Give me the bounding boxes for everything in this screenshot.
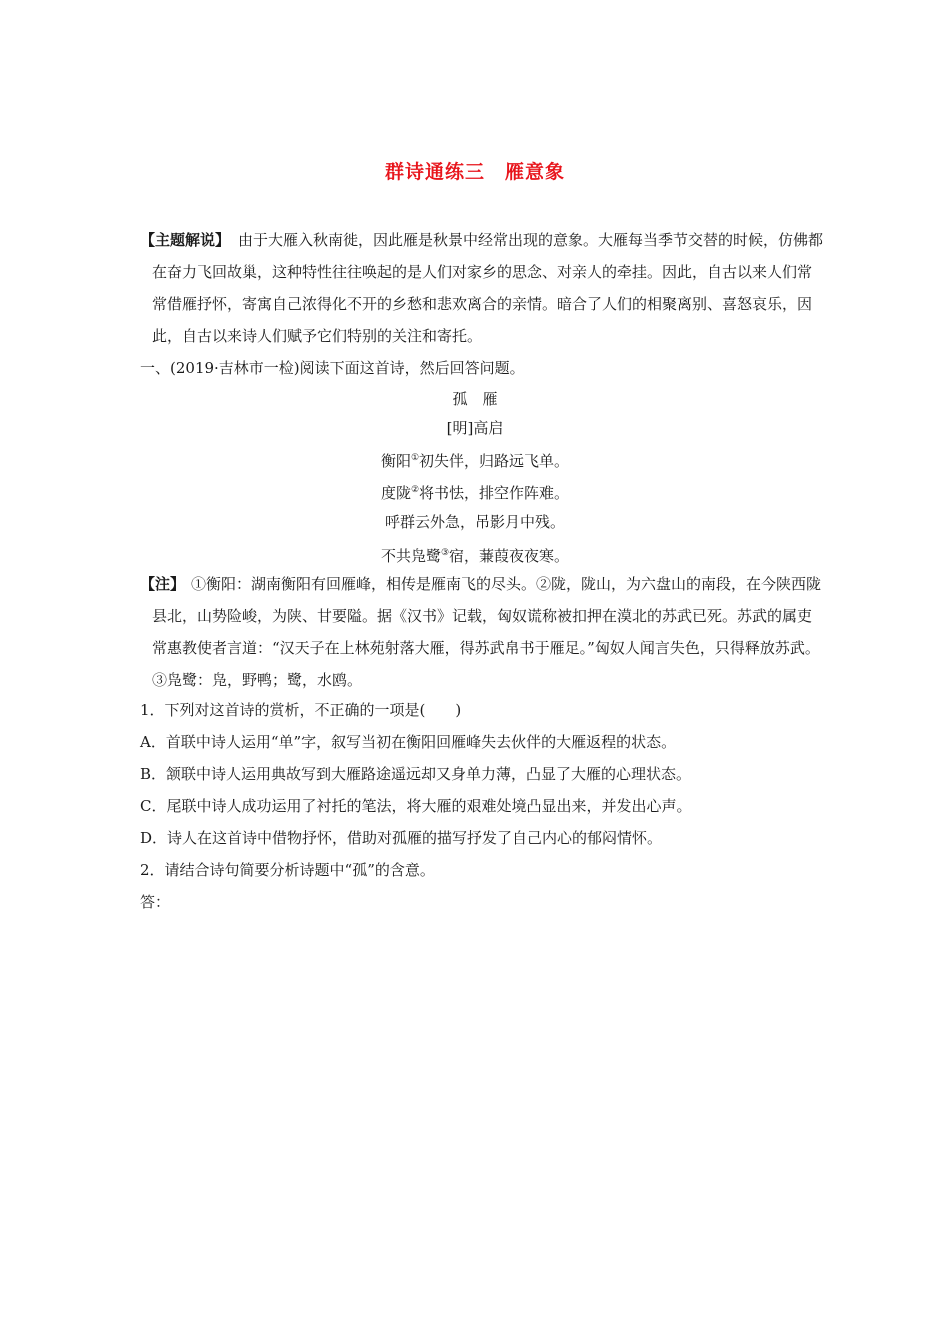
poem-author: [明]高启 (446, 419, 504, 437)
theme-explanation (140, 224, 824, 352)
poem-notes (140, 568, 824, 696)
poem-line: 呼群云外急，吊影月中残。 (384, 513, 565, 531)
question-1-stem: 1．下列对这首诗的赏析，不正确的一项是( ) (140, 701, 462, 719)
poem-title: 孤 雁 (452, 390, 498, 408)
question-intro: 一、(2019·吉林市一检)阅读下面这首诗，然后回答问题。 (140, 359, 525, 377)
footnote-marker: ③ (440, 548, 450, 558)
poem-line: 度陇②将书怯，排空作阵难。 (380, 484, 570, 502)
page-title: 群诗通练三 雁意象 (384, 161, 565, 183)
notes-label: 【注】 (140, 575, 186, 593)
footnote-marker: ① (410, 453, 420, 463)
footnote-marker: ② (410, 485, 420, 495)
answer-label: 答： (140, 893, 171, 911)
poem-line: 衡阳①初失伴，归路远飞单。 (380, 452, 570, 470)
theme-label: 【主题解说】 (140, 231, 231, 249)
option-a: A．首联中诗人运用“单”字，叙写当初在衡阳回雁峰失去伙伴的大雁返程的状态。 (140, 733, 677, 751)
option-b: B．颔联中诗人运用典故写到大雁路途遥远却又身单力薄，凸显了大雁的心理状态。 (140, 765, 692, 783)
option-d: D．诗人在这首诗中借物抒怀，借助对孤雁的描写抒发了自己内心的郁闷情怀。 (140, 829, 663, 847)
poem-line: 不共凫鹭③宿，蒹葭夜夜寒。 (380, 547, 570, 565)
question-2-stem: 2．请结合诗句简要分析诗题中“孤”的含意。 (140, 861, 435, 879)
theme-text: 由于大雁入秋南徙，因此雁是秋景中经常出现的意象。大雁每当季节交替的时候，仿佛都在奋力飞回故巢，这种特性往往唤起的是人们对家乡的思念、对亲人的牵挂。因此，自古以来人们常常借雁抒怀，寄寓自己浓得化不开的乡愁和悲欢离合的亲情。暗合了人们的相聚离别、喜怒哀乐，因此，自古以来诗人们赋予它们特别的关注和寄托。 (152, 231, 824, 345)
notes-text: ①衡阳：湖南衡阳有回雁峰，相传是雁南飞的尽头。②陇，陇山，为六盘山的南段，在今陕西陇县北，山势险峻，为陕、甘要隘。据《汉书》记载，匈奴谎称被扣押在漠北的苏武已死。苏武的属吏常惠教使者言道：“汉天子在上林苑射落大雁，得苏武帛书于雁足。”匈奴人闻言失色，只得释放苏武。③凫鹭：凫，野鸭；鹭，水鸥。 (152, 575, 822, 689)
option-c: C．尾联中诗人成功运用了衬托的笔法，将大雁的艰难处境凸显出来，并发出心声。 (140, 797, 692, 815)
